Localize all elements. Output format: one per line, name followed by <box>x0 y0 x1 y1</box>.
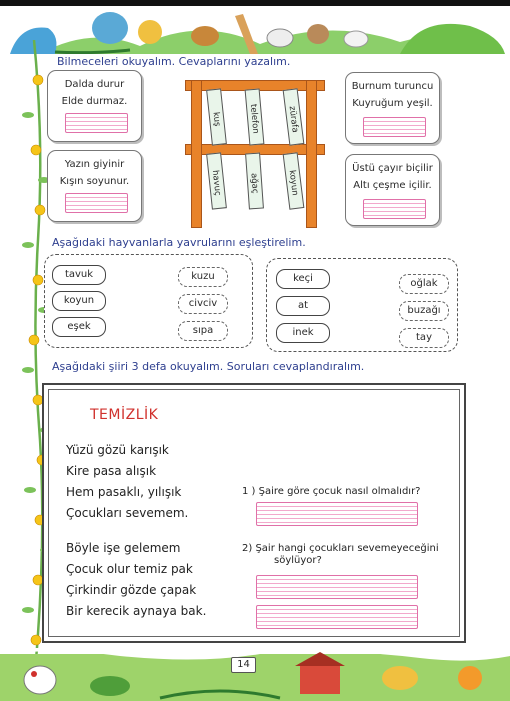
riddles-instruction: Bilmeceleri okuyalım. Cevaplarını yazalım. <box>57 55 291 68</box>
word-card: telefon <box>245 88 265 145</box>
poem-line: Kire pasa alışık <box>66 464 157 478</box>
young-animal-label[interactable]: kuzu <box>178 267 228 287</box>
farm-footer-illustration <box>0 648 510 701</box>
question-2-line-1: 2) Şair hangi çocukları sevemeyeceğini <box>242 543 439 554</box>
poem-title: TEMİZLİK <box>90 407 159 423</box>
riddle-box-1 <box>47 70 142 142</box>
young-animal-label[interactable]: oğlak <box>399 274 449 294</box>
animal-pill[interactable]: eşek <box>52 317 106 337</box>
poem-instruction: Aşağıdaki şiiri 3 defa okuyalım. Soruları cevaplandıralım. <box>52 360 365 373</box>
word-card: koyun <box>283 152 305 209</box>
rack-left-post <box>191 80 202 228</box>
animal-pill[interactable]: keçi <box>276 269 330 289</box>
poem-line: Yüzü gözü karışık <box>66 443 169 457</box>
riddle-line: Burnum turuncu <box>351 81 434 92</box>
poem-line: Bir kerecik aynaya bak. <box>66 604 207 618</box>
animal-pill[interactable]: inek <box>276 323 330 343</box>
answer-lines-q2-a[interactable] <box>256 575 418 599</box>
poem-stanza-2 <box>66 538 206 622</box>
riddle-line: Kışın soyunur. <box>59 176 130 187</box>
animals-banner-illustration <box>0 6 510 54</box>
young-animal-label[interactable]: tay <box>399 328 449 348</box>
answer-lines[interactable] <box>363 117 426 137</box>
word-rack <box>185 80 323 228</box>
animal-pill[interactable]: koyun <box>52 291 106 311</box>
riddle-box-4 <box>345 154 440 226</box>
word-card: havuç <box>206 152 227 209</box>
answer-lines[interactable] <box>363 199 426 219</box>
rack-right-post <box>306 80 317 228</box>
answer-lines-q1[interactable] <box>256 502 418 526</box>
riddle-line: Elde durmaz. <box>61 96 128 107</box>
question-2-line-2: söylüyor? <box>274 555 322 566</box>
poem-line: Böyle işe gelemem <box>66 541 181 555</box>
poem-line: Hem pasaklı, yılışık <box>66 485 182 499</box>
poem-stanza-1 <box>66 440 188 524</box>
riddle-box-2 <box>47 150 142 222</box>
page-number: 14 <box>231 657 256 673</box>
matching-panel-left <box>44 254 253 348</box>
matching-panel-right <box>266 258 458 352</box>
riddle-line: Dalda durur <box>64 79 125 90</box>
young-animal-label[interactable]: buzağı <box>399 301 449 321</box>
word-card: kuş <box>206 88 227 145</box>
riddle-line: Altı çeşme içilir. <box>353 180 432 191</box>
answer-lines[interactable] <box>65 193 128 213</box>
matching-instruction: Aşağıdaki hayvanlarla yavrularını eşleştirelim. <box>52 236 306 249</box>
question-1: 1 ) Şaire göre çocuk nasıl olmalıdır? <box>242 486 421 497</box>
animal-pill[interactable]: at <box>276 296 330 316</box>
young-animal-label[interactable]: sıpa <box>178 321 228 341</box>
answer-lines-q2-b[interactable] <box>256 605 418 629</box>
poem-frame <box>42 383 466 643</box>
riddle-line: Yazın giyinir <box>64 159 125 170</box>
word-card: ağaç <box>245 153 264 210</box>
animal-pill[interactable]: tavuk <box>52 265 106 285</box>
poem-line: Çocukları sevemem. <box>66 506 189 520</box>
poem-line: Çirkindir gözde çapak <box>66 583 197 597</box>
riddle-line: Kuyruğum yeşil. <box>352 98 433 109</box>
poem-line: Çocuk olur temiz pak <box>66 562 193 576</box>
young-animal-label[interactable]: civciv <box>178 294 228 314</box>
word-card: zürafa <box>283 88 305 145</box>
answer-lines[interactable] <box>65 113 128 133</box>
riddle-box-3 <box>345 72 440 144</box>
riddle-line: Üstü çayır biçilir <box>352 163 433 174</box>
